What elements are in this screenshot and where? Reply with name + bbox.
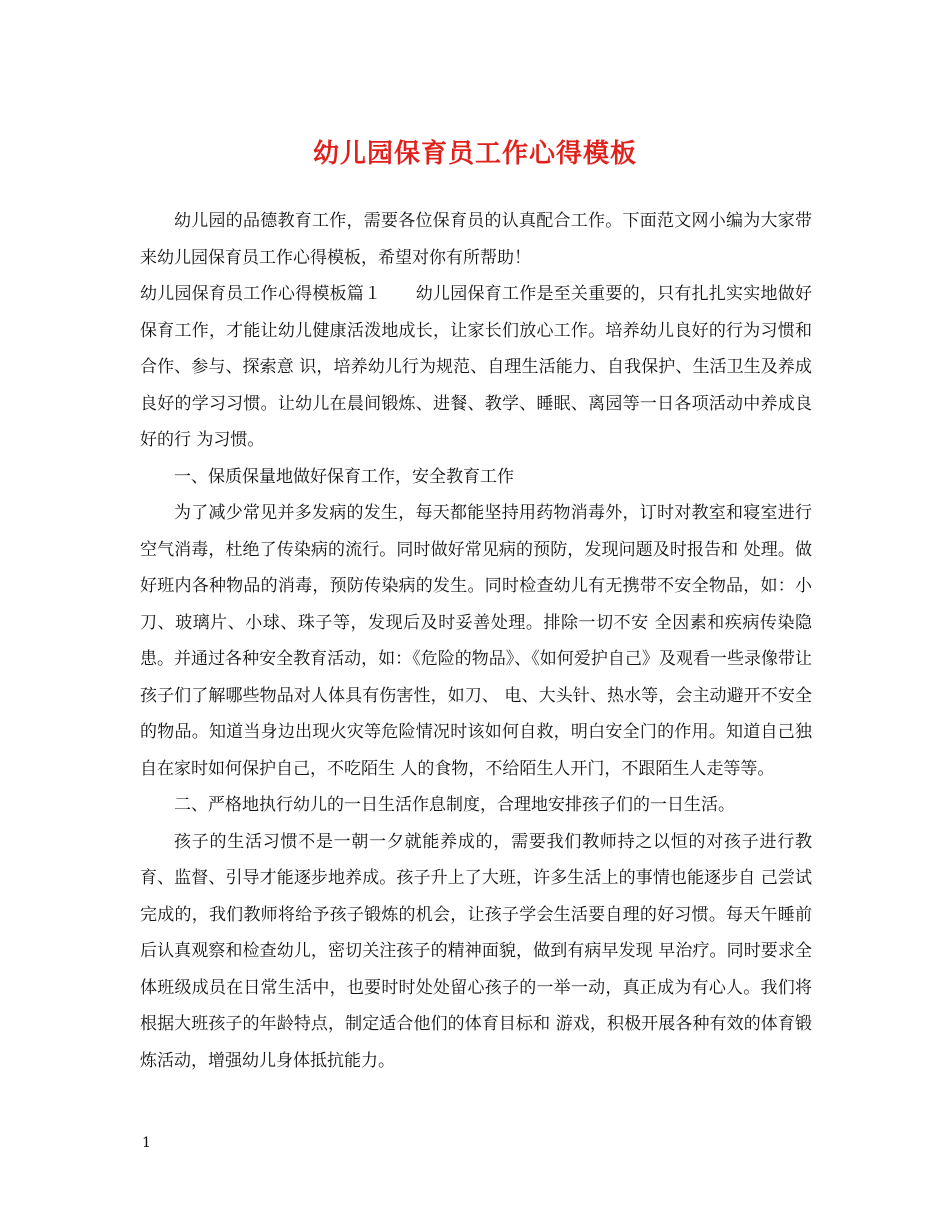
heading-daily-routine: 二、严格地执行幼儿的一日生活作息制度，合理地安排孩子们的一日生活。 [174, 795, 735, 815]
document-body [140, 203, 812, 1079]
document-title: 幼儿园保育员工作心得模板 [312, 139, 637, 169]
safety-paragraph: 为了减少常见并多发病的发生，每天都能坚持用药物消毒外，订时对教室和寝室进行空气消毒，杜绝了传染病的流行。同时做好常见病的预防，发现问题及时报告和 处理。做好班内各种物品的消毒，预防传染病的发生。同时检查幼儿有无携带不安全物品，如：小刀、玻璃片、小球、珠子等，发现后及时妥善处理。排除一切不安 全因素和疾病传染隐患。并通过各种安全教育活动，如：《危险的物品》、《如何爱护自己》及观看一些录像带让孩子们了解哪些物品对人体具有伤害性，如刀、 电、大头针、热水等，会主动避开不安全的物品。知道当身边出现火灾等危险情况时该如何自救，明白安全门的作用。知道自己独自在家时如何保护自己，不吃陌生 人的食物，不给陌生人开门，不跟陌生人走等等。 [140, 503, 812, 779]
heading-safety: 一、保质保量地做好保育工作，安全教育工作 [174, 466, 514, 487]
intro-paragraph: 幼儿园的品德教育工作，需要各位保育员的认真配合工作。下面范文网小编为大家带来幼儿园保育员工作心得模板，希望对你有所帮助！ [140, 211, 812, 268]
section-paragraph-1: 幼儿园保育员工作心得模板篇１ 幼儿园保育工作是至关重要的，只有扎扎实实地做好保育工作，才能让幼儿健康活泼地成长，让家长们放心工作。培养幼儿良好的行为习惯和合作、参与、探索意 识，培养幼儿行为规范、自理生活能力、自我保护、生活卫生及养成良好的学习习惯。让幼儿在晨间锻炼、进餐、教学、睡眠、离园等一日各项活动中养成良好的行 为习惯。 [140, 284, 812, 450]
daily-routine-paragraph: 孩子的生活习惯不是一朝一夕就能养成的，需要我们教师持之以恒的对孩子进行教育、监督、引导才能逐步地养成。孩子升上了大班，许多生活上的事情也能逐步自 己尝试完成的，我们教师将给予孩子锻炼的机会，让孩子学会生活要自理的好习惯。每天午睡前后认真观察和检查幼儿，密切关注孩子的精神面貌，做到有病早发现 早治疗。同时要求全体班级成员在日常生活中，也要时时处处留心孩子的一举一动，真正成为有心人。我们将根据大班孩子的年龄特点，制定适合他们的体育目标和 游戏，积极开展各种有效的体育锻炼活动，增强幼儿身体抵抗能力。 [140, 831, 812, 1071]
page-number: 1 [142, 1135, 151, 1151]
